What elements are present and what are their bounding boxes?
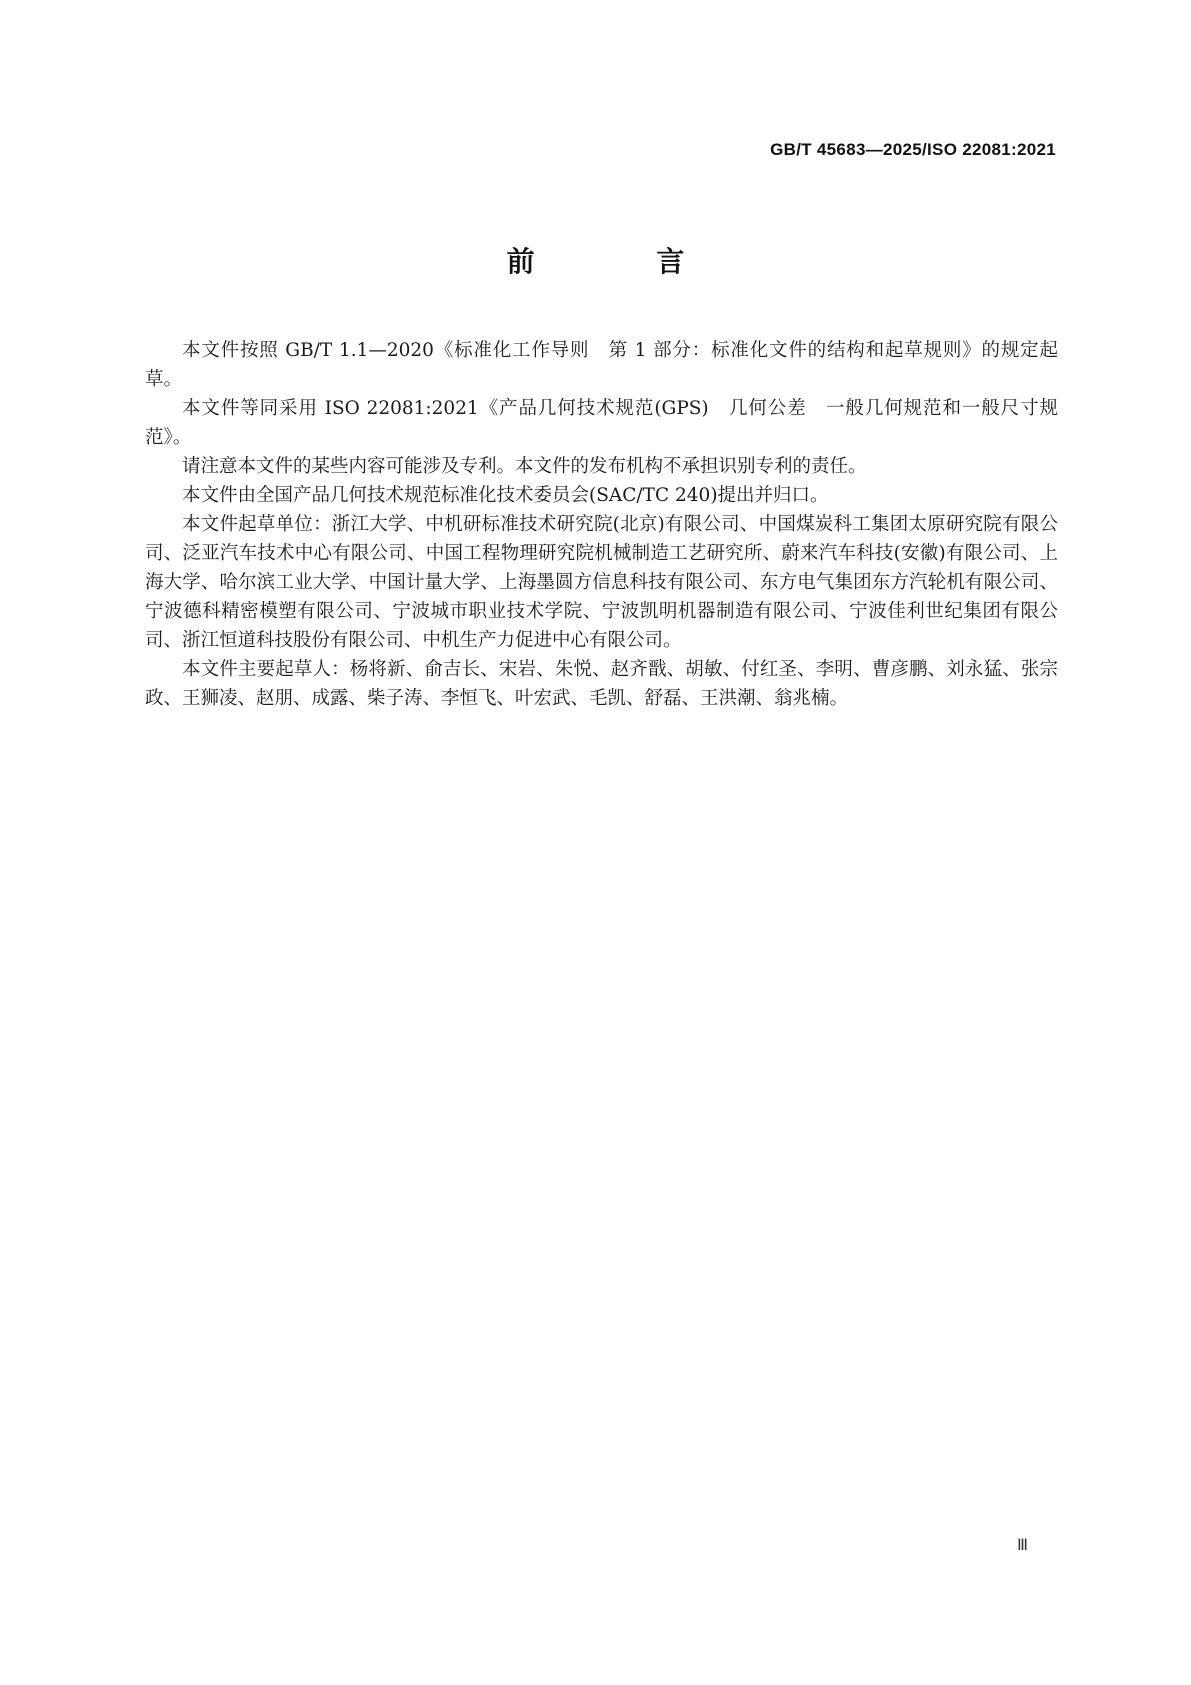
paragraph-drafting-units: 本文件起草单位：浙江大学、中机研标准技术研究院(北京)有限公司、中国煤炭科工集团太原研究院有限公司、泛亚汽车技术中心有限公司、中国工程物理研究院机械制造工艺研究所、蔚来汽车科技(安徽)有限公司、上海大学、哈尔滨工业大学、中国计量大学、上海墨圆方信息科技有限公司、东方电气集团东方汽轮机有限公司、宁波德科精密模塑有限公司、宁波城市职业技术学院、宁波凯明机器制造有限公司、宁波佳利世纪集团有限公司、浙江恒道科技股份有限公司、中机生产力促进中心有限公司。 [145,514,1058,651]
standard-code: GB/T 45683—2025/ISO 22081:2021 [770,140,1056,159]
foreword-body [145,336,1058,713]
page-number: Ⅲ [1016,1537,1028,1554]
paragraph-patent-notice: 请注意本文件的某些内容可能涉及专利。本文件的发布机构不承担识别专利的责任。 [182,456,867,477]
paragraph-proposer: 本文件由全国产品几何技术规范标准化技术委员会(SAC/TC 240)提出并归口。 [182,485,829,506]
paragraph-adoption: 本文件等同采用 ISO 22081:2021《产品几何技术规范(GPS) 几何公差 一般几何规范和一般尺寸规范》。 [145,398,1058,448]
paragraph-drafting-rules: 本文件按照 GB/T 1.1—2020《标准化工作导则 第 1 部分：标准化文件的结构和起草规则》的规定起草。 [145,340,1058,390]
page-title: 前 言 [506,245,741,278]
paragraph-drafters: 本文件主要起草人：杨将新、俞吉长、宋岩、朱悦、赵齐戬、胡敏、付红圣、李明、曹彦鹏、刘永猛、张宗政、王狮凌、赵朋、成露、柴子涛、李恒飞、叶宏武、毛凯、舒磊、王洪潮、翁兆楠。 [145,659,1058,709]
